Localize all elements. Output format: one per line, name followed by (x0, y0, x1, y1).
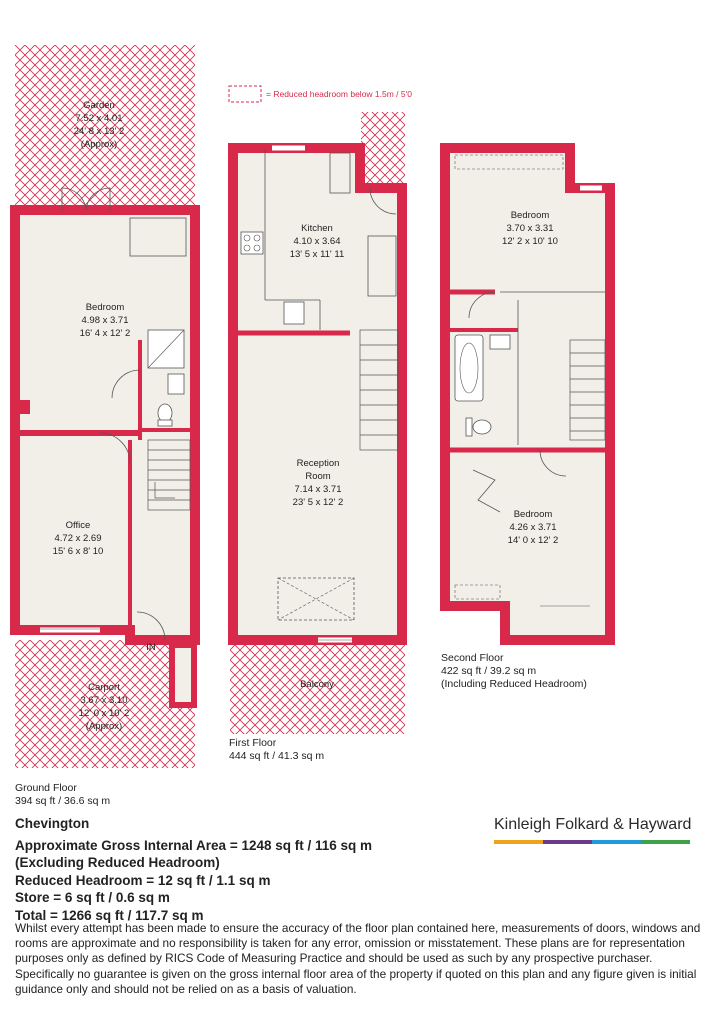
floor-area: 394 sq ft / 36.6 sq m (15, 795, 111, 807)
agency-name: Kinleigh Folkard & Hayward (494, 816, 692, 833)
floor-name: Second Floor (441, 652, 504, 664)
property-name: Chevington (15, 816, 90, 831)
room-imperial: 14' 0 x 12' 2 (507, 535, 559, 546)
room-name: Bedroom (85, 302, 125, 313)
area-summary (15, 815, 485, 924)
excluding-note: (Excluding Reduced Headroom) (15, 855, 220, 870)
room-metric: 4.98 x 3.71 (81, 315, 129, 326)
entrance-label: IN (146, 642, 156, 653)
first-floor-plan (230, 112, 405, 734)
floor-name: First Floor (229, 737, 277, 749)
floor-area: 444 sq ft / 41.3 sq m (229, 750, 325, 762)
room-name: Bedroom (513, 509, 553, 520)
legend-text: = Reduced headroom below 1.5m / 5'0 (266, 89, 412, 99)
room-name: Office (65, 520, 91, 531)
room-metric: 3.67 x 3.10 (80, 695, 128, 706)
room-note: (Approx) (85, 721, 123, 732)
floor-note: (Including Reduced Headroom) (441, 678, 587, 690)
brand-bar (641, 840, 690, 844)
disclaimer: Whilst every attempt has been made to ensure the accuracy of the floor plan contained here, measurements of doors, windows and rooms are approximate and no responsibility is taken for any error, omission or misstatement. These plans are for representation purposes only as defined by RICS Code of Measuring Practice and should be used as such by any prospective purchaser. Specifically no guarantee is given on the gross internal floor area of the property if quoted on this plan and any figure given is initial guidance only and should not be relied on as a basis of valuation. (15, 921, 701, 996)
store-wall (172, 645, 194, 705)
brand-bar (543, 840, 592, 844)
brand-bar (494, 840, 543, 844)
room-imperial: 12' 2 x 10' 10 (502, 236, 558, 247)
room-name: Reception (296, 458, 340, 469)
room-metric: 7.14 x 3.71 (294, 484, 342, 495)
total-area: Total = 1266 sq ft / 117.7 sq m (15, 907, 204, 923)
room-imperial: 23' 5 x 12' 2 (292, 497, 344, 508)
reduced-headroom-area (361, 112, 405, 184)
agency-logo (494, 815, 690, 844)
room-imperial: 13' 5 x 11' 11 (289, 249, 345, 260)
gross-area: Approximate Gross Internal Area = 1248 sq ft / 116 sq m (15, 837, 373, 853)
room-metric: 4.72 x 2.69 (54, 533, 102, 544)
first-floor-caption (229, 737, 324, 763)
room-metric: 4.26 x 3.71 (509, 522, 557, 533)
legend (229, 86, 412, 102)
room-imperial: 15' 6 x 8' 10 (52, 546, 104, 557)
ground-floor-plan (15, 45, 195, 768)
basin (490, 335, 510, 349)
floor-area: 422 sq ft / 39.2 sq m (441, 665, 537, 677)
brand-bar (592, 840, 641, 844)
ground-floor-caption (15, 782, 110, 808)
room-imperial: 12' 0 x 10' 2 (78, 708, 130, 719)
second-floor-caption (441, 652, 587, 691)
room-name: Garden (83, 100, 115, 111)
toilet (473, 420, 491, 434)
wall (18, 400, 30, 414)
room-name: Carport (88, 682, 120, 693)
room-metric: 3.70 x 3.31 (506, 223, 554, 234)
second-floor-plan (445, 148, 610, 640)
basin (168, 374, 184, 394)
hob (241, 232, 263, 254)
room-name: Room (305, 471, 331, 482)
legend-swatch (229, 86, 261, 102)
brand-color-bars (494, 840, 690, 844)
room-label-bedroom-bottom (508, 509, 559, 546)
toilet-cistern (158, 420, 172, 426)
room-label-bedroom (80, 302, 131, 339)
room-metric: 7.52 x 4.01 (75, 113, 123, 124)
room-label-balcony: Balcony (300, 679, 334, 690)
toilet-cistern (466, 418, 472, 436)
room-metric: 4.10 x 3.64 (293, 236, 341, 247)
toilet (158, 404, 172, 422)
first-floor-outer-wall (233, 148, 402, 640)
reduced-headroom-area-text: Reduced Headroom = 12 sq ft / 1.1 sq m (15, 872, 271, 888)
room-name: Kitchen (301, 223, 333, 234)
floor-name: Ground Floor (15, 782, 77, 794)
room-name: Bedroom (510, 210, 550, 221)
sink (284, 302, 304, 324)
room-note: (Approx) (80, 139, 118, 150)
room-imperial: 24' 8 x 13' 2 (73, 126, 125, 137)
room-imperial: 16' 4 x 12' 2 (79, 328, 131, 339)
store-area: Store = 6 sq ft / 0.6 sq m (15, 890, 170, 905)
bath (455, 335, 483, 401)
